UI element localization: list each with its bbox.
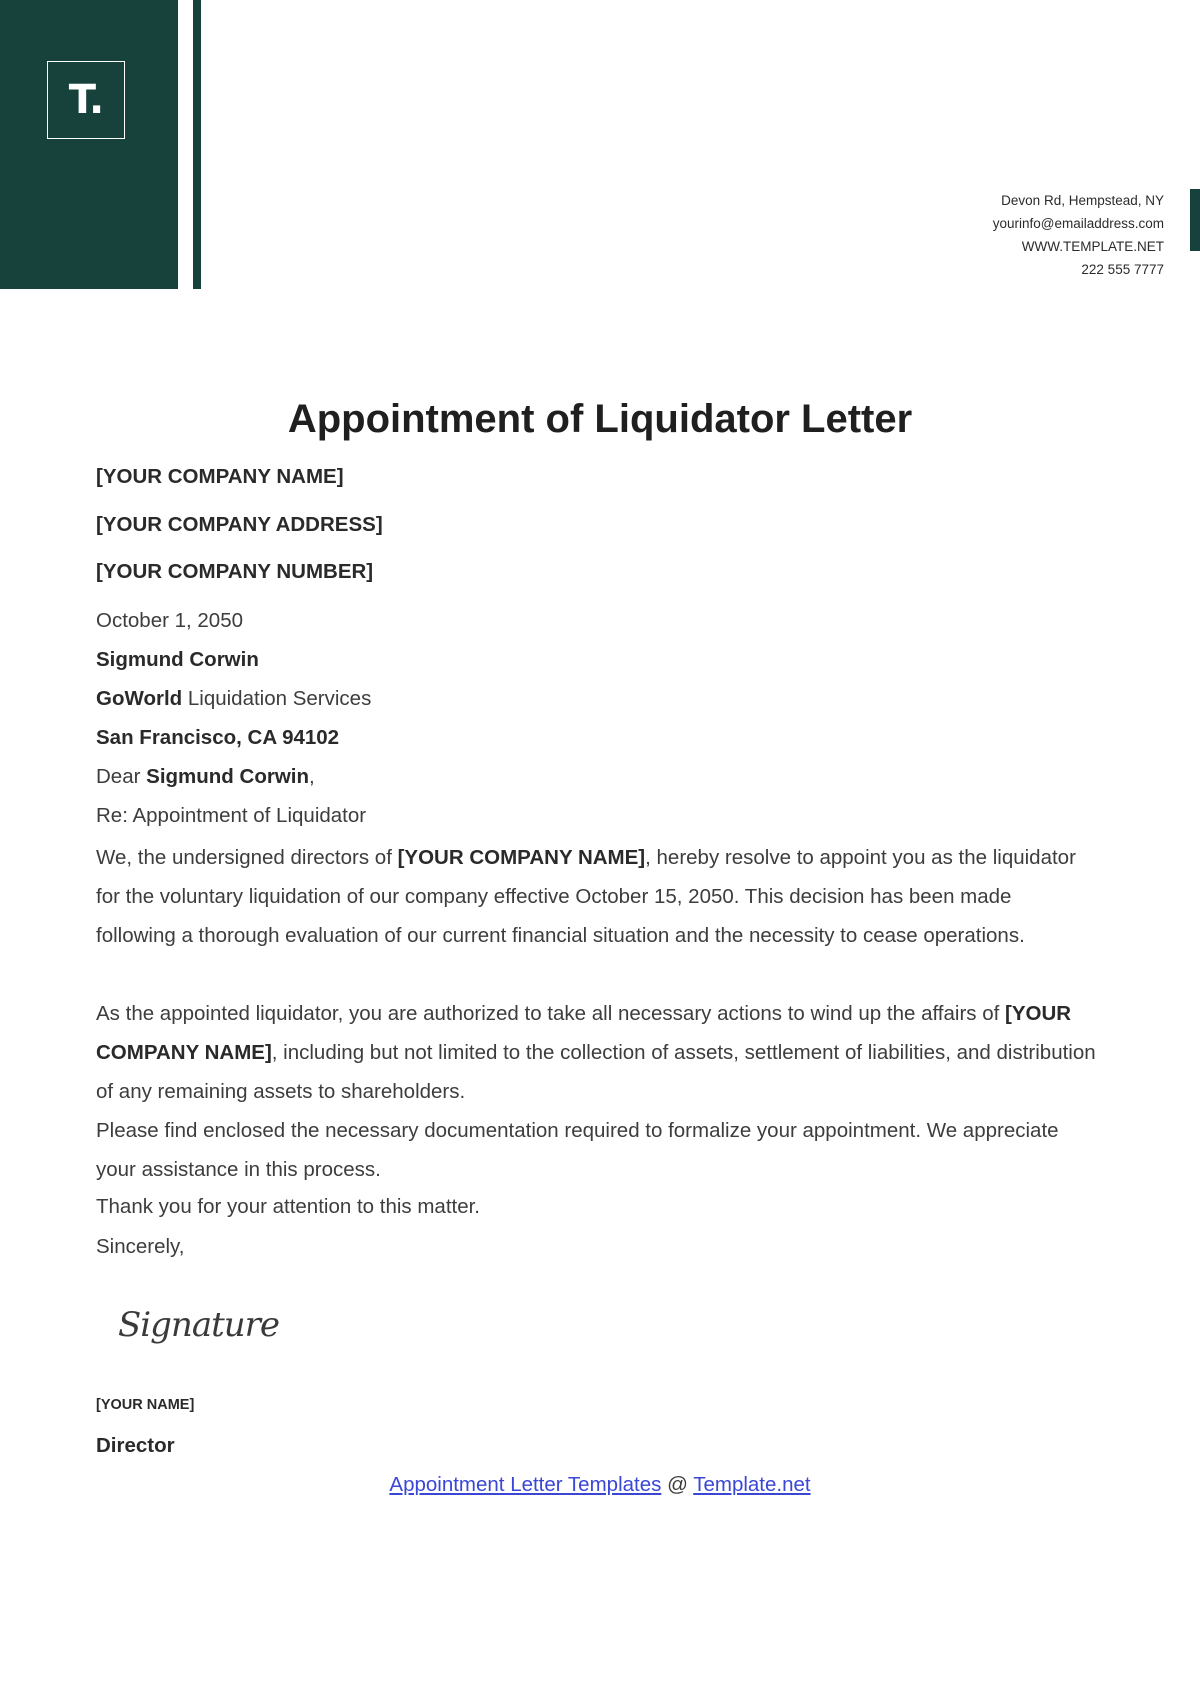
paragraph-2-after: , including but not limited to the collection of assets, settlement of liabilities, and distribution of any remaining assets to shareholders. xyxy=(96,1041,1096,1103)
contact-email: yourinfo@emailaddress.com xyxy=(992,216,1164,231)
signer-title: Director xyxy=(96,1434,175,1457)
contact-phone: 222 555 7777 xyxy=(1081,262,1164,277)
logo-text: T. xyxy=(68,77,104,123)
paragraph-2-bold: [YOUR COMPANY NAME] xyxy=(96,1002,1072,1064)
paragraph-3: Please find enclosed the necessary documentation required to formalize your appointment. We appreciate your assistance in this process. xyxy=(96,1119,1059,1181)
salutation-suffix: , xyxy=(309,765,315,788)
paragraph-2-before: As the appointed liquidator, you are authorized to take all necessary actions to wind up the affairs of xyxy=(96,1002,1006,1025)
signature-image: Signature xyxy=(118,1305,280,1345)
signer-name: [YOUR NAME] xyxy=(96,1397,195,1413)
letter-date: October 1, 2050 xyxy=(96,609,244,632)
footer xyxy=(0,1471,1200,1499)
paragraph-2 xyxy=(96,994,1096,1111)
contact-info xyxy=(993,189,1164,281)
brand-block xyxy=(0,0,178,289)
recipient-name: Sigmund Corwin xyxy=(96,648,259,671)
paragraph-1-bold: [YOUR COMPANY NAME] xyxy=(397,846,646,869)
contact-address: Devon Rd, Hempstead, NY xyxy=(1001,193,1164,208)
paragraph-1 xyxy=(96,838,1096,955)
footer-link-site[interactable]: Template.net xyxy=(693,1473,811,1496)
brand-stripe xyxy=(193,0,201,289)
sender-company-name: [YOUR COMPANY NAME] xyxy=(96,465,344,488)
sender-company-number: [YOUR COMPANY NUMBER] xyxy=(96,560,374,583)
footer-separator: @ xyxy=(661,1473,694,1496)
paragraph-1-after: , hereby resolve to appoint you as the liquidator for the voluntary liquidation of our company effective October 15, 2050. This decision has been made following a thorough evaluation of our current financial situation and the necessity to cease operations. xyxy=(96,846,1076,947)
footer-link-templates[interactable]: Appointment Letter Templates xyxy=(389,1473,662,1496)
recipient-company-rest: Liquidation Services xyxy=(182,687,372,710)
recipient-city: San Francisco, CA 94102 xyxy=(96,726,340,749)
closing: Sincerely, xyxy=(96,1235,185,1258)
sender-company-address: [YOUR COMPANY ADDRESS] xyxy=(96,513,383,536)
salutation-name: Sigmund Corwin xyxy=(146,765,309,788)
paragraph-4: Thank you for your attention to this matter. xyxy=(96,1195,481,1218)
salutation xyxy=(96,763,315,791)
logo xyxy=(47,61,125,139)
recipient-company xyxy=(96,685,371,713)
letter-title: Appointment of Liquidator Letter xyxy=(287,397,913,441)
paragraph-1-before: We, the undersigned directors of xyxy=(96,846,398,869)
right-edge-tab xyxy=(1190,189,1200,251)
subject-line: Re: Appointment of Liquidator xyxy=(96,804,367,827)
recipient-company-bold: GoWorld xyxy=(96,687,183,710)
salutation-prefix: Dear xyxy=(96,765,147,788)
contact-website: WWW.TEMPLATE.NET xyxy=(1021,239,1164,254)
